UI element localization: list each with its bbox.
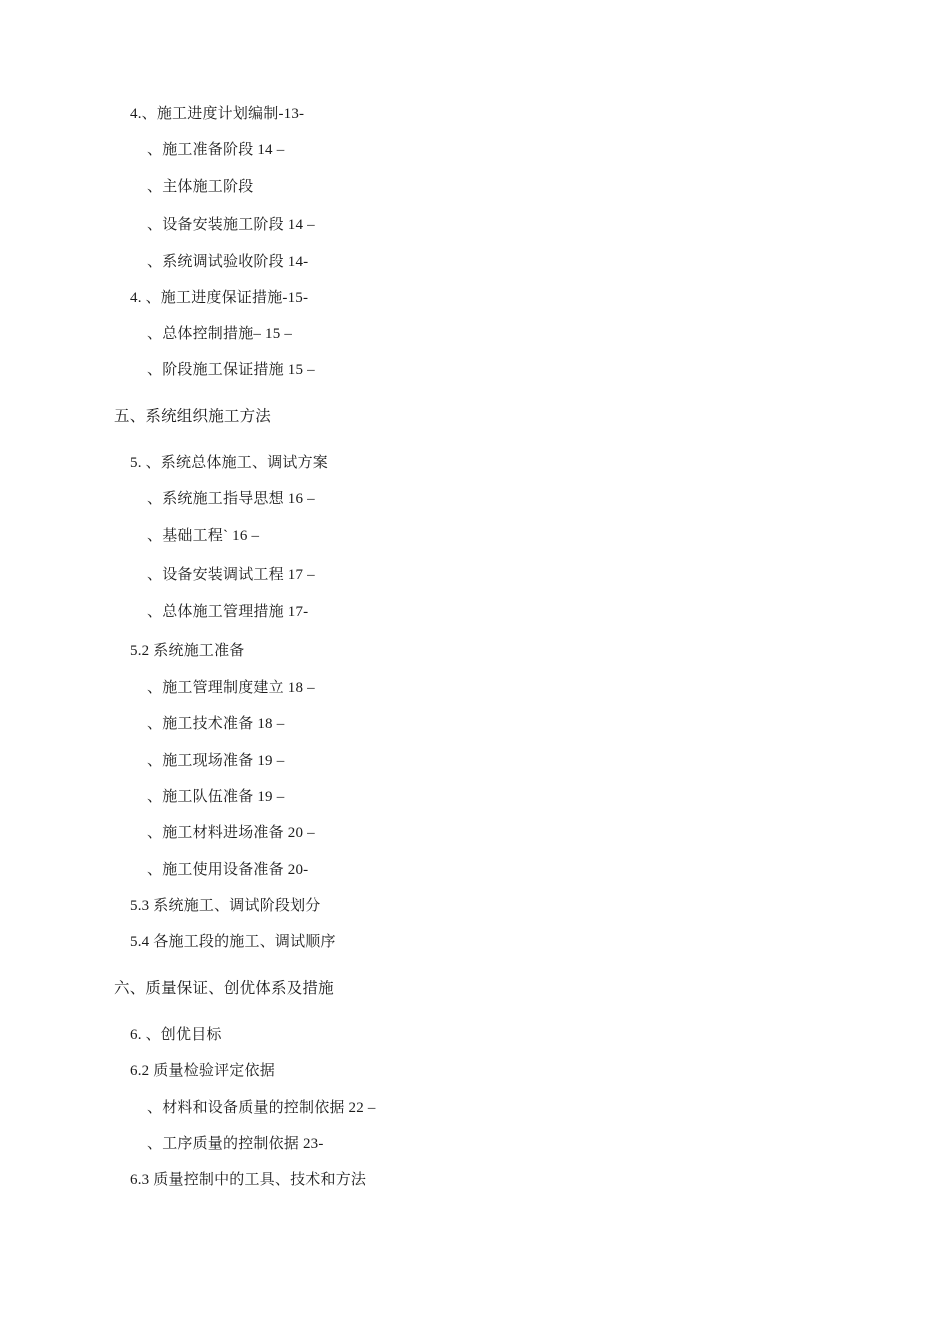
toc-entry: 、基础工程ˋ 16 – xyxy=(147,528,260,544)
toc-section-heading: 六、质量保证、创优体系及措施 xyxy=(114,980,334,997)
toc-entry: 、施工材料进场准备 20 – xyxy=(147,825,315,841)
toc-entry: 6.2 质量检验评定依据 xyxy=(130,1063,275,1079)
toc-entry: 、施工队伍准备 19 – xyxy=(147,789,285,805)
toc-entry: 5. 、系统总体施工、调试方案 xyxy=(130,455,329,471)
toc-entry: 6. 、创优目标 xyxy=(130,1027,222,1043)
toc-entry: 5.2 系统施工准备 xyxy=(130,643,245,659)
toc-entry: 、阶段施工保证措施 15 – xyxy=(147,362,315,378)
toc-entry: 、施工准备阶段 14 – xyxy=(147,142,285,158)
toc-entry: 4. 、施工进度保证措施-15- xyxy=(130,290,309,306)
toc-entry: 、工序质量的控制依据 23- xyxy=(147,1136,324,1152)
toc-entry: 6.3 质量控制中的工具、技术和方法 xyxy=(130,1172,367,1188)
toc-entry: 、施工现场准备 19 – xyxy=(147,753,285,769)
toc-entry: 、施工技术准备 18 – xyxy=(147,716,285,732)
toc-entry: 、材料和设备质量的控制依据 22 – xyxy=(147,1100,376,1116)
toc-section-heading: 五、系统组织施工方法 xyxy=(114,408,272,425)
toc-entry: 5.4 各施工段的施工、调试顺序 xyxy=(130,934,336,950)
toc-entry: 、总体施工管理措施 17- xyxy=(147,604,309,620)
toc-entry: 、系统调试验收阶段 14- xyxy=(147,254,309,270)
toc-entry: 、设备安装调试工程 17 – xyxy=(147,567,315,583)
toc-entry: 4.、施工进度计划编制-13- xyxy=(130,106,305,122)
toc-entry: 、总体控制措施– 15 – xyxy=(147,326,293,342)
toc-entry: 、施工使用设备准备 20- xyxy=(147,862,309,878)
toc-entry: 、设备安装施工阶段 14 – xyxy=(147,217,315,233)
toc-entry: 5.3 系统施工、调试阶段划分 xyxy=(130,898,321,914)
toc-entry: 、系统施工指导思想 16 – xyxy=(147,491,315,507)
toc-entry: 、主体施工阶段 xyxy=(147,179,254,195)
toc-entry: 、施工管理制度建立 18 – xyxy=(147,680,315,696)
